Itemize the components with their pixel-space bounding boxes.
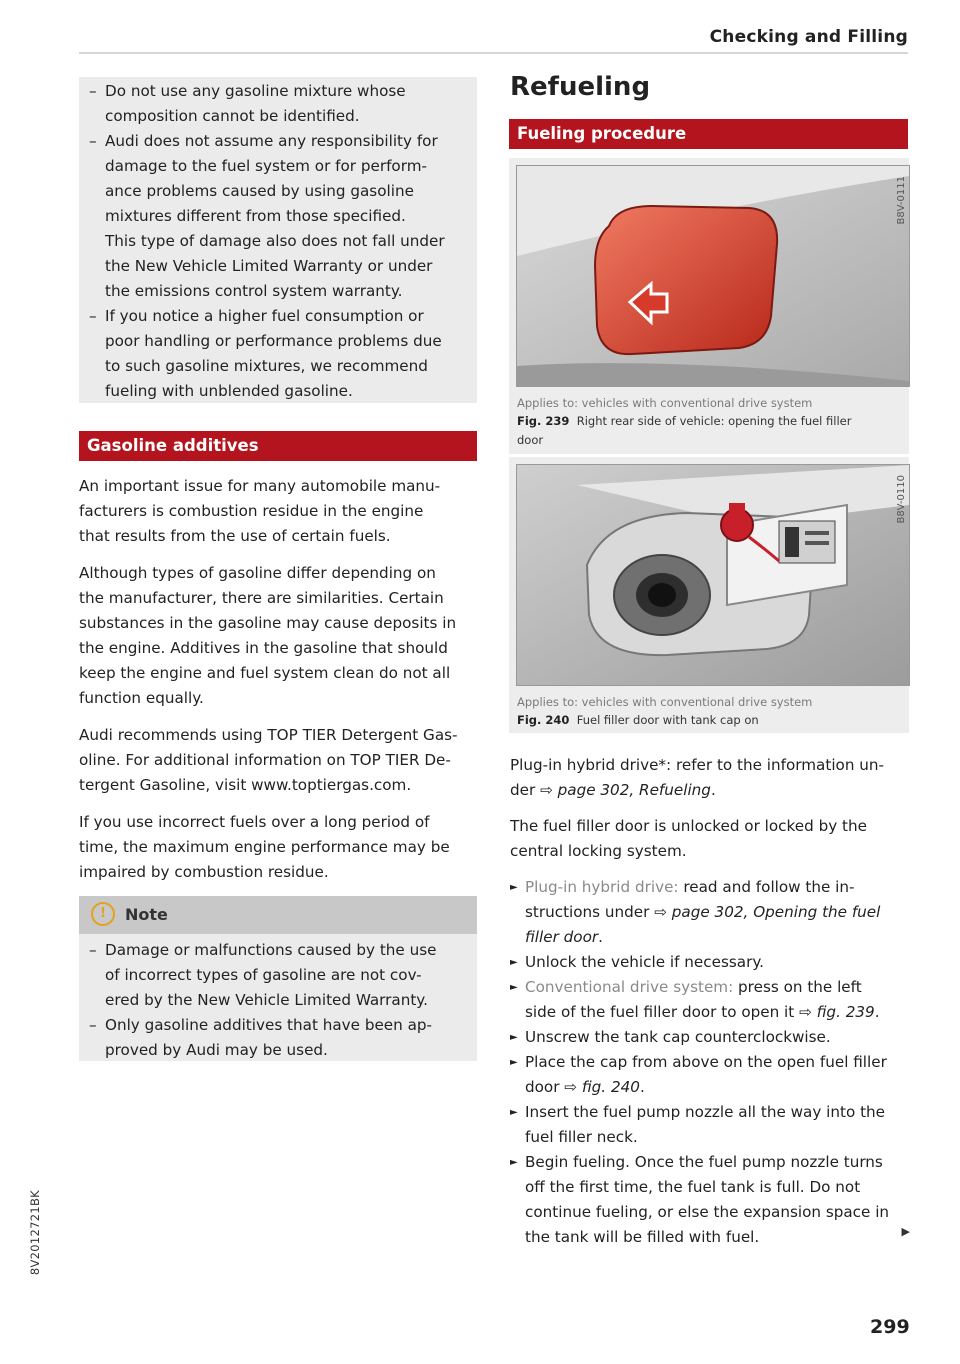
header-divider bbox=[79, 52, 908, 54]
paragraph: If you use incorrect fuels over a long period of time, the maximum engine performance may be impaired by combustion residue. bbox=[79, 813, 450, 881]
page-reference-link[interactable]: ⇨ page 302, Refueling bbox=[540, 781, 711, 799]
warning-item: – Do not use any gasoline mixture whose composition cannot be identified. bbox=[79, 79, 477, 129]
page-reference-link[interactable]: filler door bbox=[525, 928, 599, 946]
figure-code: B8V-0111 bbox=[896, 176, 907, 225]
figure-reference-link[interactable]: ⇨ fig. 240 bbox=[564, 1078, 640, 1096]
page-title: Refueling bbox=[510, 72, 651, 102]
running-header: Checking and Filling bbox=[709, 27, 908, 47]
paragraph: Audi recommends using TOP TIER Detergent Gas- oline. For additional information on TOP TIER De- tergent Gasoline, visit www.toptiergas.com. bbox=[79, 726, 458, 794]
procedure-step: ► Insert the fuel pump nozzle all the way into the fuel filler neck. bbox=[510, 1100, 910, 1150]
warning-item: – Audi does not assume any responsibility for damage to the fuel system or for perform- ance problems caused by using gasoline mixtures different from those specified. This type of damage also does not fall under the New Vehicle Limited Warranty or under the emissions control system warranty. bbox=[79, 129, 477, 304]
tank-cap-illustration bbox=[516, 464, 910, 686]
fueling-procedure-body bbox=[510, 753, 910, 1250]
note-item: – Only gasoline additives that have been ap- proved by Audi may be used. bbox=[79, 1013, 477, 1063]
page-number: 299 bbox=[870, 1316, 910, 1338]
document-code: 8V2012721BK bbox=[28, 1190, 42, 1276]
procedure-step: ► Conventional drive system: press on the left side of the fuel filler door to open it ⇨ fig. 239. bbox=[510, 975, 910, 1025]
gasoline-additives-body bbox=[79, 474, 479, 885]
exclamation-circle-icon: ! bbox=[91, 902, 115, 926]
figure-applies-note: Applies to: vehicles with conventional drive system bbox=[517, 396, 813, 410]
car-side-drawing bbox=[517, 166, 909, 386]
figure-240 bbox=[509, 457, 909, 733]
note-box bbox=[79, 896, 477, 1061]
fuel-neck-drawing bbox=[517, 465, 909, 685]
note-item: – Damage or malfunctions caused by the use of incorrect types of gasoline are not cov- ered by the New Vehicle Limited Warranty. bbox=[79, 938, 477, 1013]
paragraph: An important issue for many automobile manu- facturers is combustion residue in the engine that results from the use of certain fuels. bbox=[79, 477, 441, 545]
procedure-step: ► Place the cap from above on the open fuel filler door ⇨ fig. 240. bbox=[510, 1050, 910, 1100]
section-heading-gasoline-additives: Gasoline additives bbox=[79, 431, 477, 461]
figure-reference-link[interactable]: ⇨ fig. 239 bbox=[799, 1003, 875, 1021]
procedure-step: ► Begin fueling. Once the fuel pump nozzle turns off the first time, the fuel tank is full. Do not continue fueling, or else the expansion space in the tank will be filled with fuel. ▶ bbox=[510, 1150, 910, 1250]
warning-continuation-box bbox=[79, 77, 477, 403]
note-heading: ! Note bbox=[79, 896, 477, 934]
section-heading-fueling-procedure: Fueling procedure bbox=[509, 119, 908, 149]
page-reference-link[interactable]: ⇨ page 302, Opening the fuel bbox=[654, 903, 881, 921]
continued-arrow-icon: ▶ bbox=[901, 1225, 910, 1238]
paragraph: Although types of gasoline differ depending on the manufacturer, there are similarities. Certain substances in the gasoline may cause deposits in the engine. Additives in the gasoline that should keep the engine and fuel system clean do not all function equally. bbox=[79, 564, 457, 707]
fuel-filler-door-illustration bbox=[516, 165, 910, 387]
paragraph: Plug-in hybrid drive*: refer to the information un- der ⇨ page 302, Refueling. bbox=[510, 756, 885, 799]
figure-caption: Fig. 240 Fuel filler door with tank cap on bbox=[517, 713, 759, 727]
procedure-step: ► Unlock the vehicle if necessary. bbox=[510, 950, 910, 975]
procedure-step: ► Unscrew the tank cap counterclockwise. bbox=[510, 1025, 910, 1050]
figure-caption: Fig. 239 Right rear side of vehicle: opening the fuel filler door bbox=[517, 414, 852, 447]
figure-239 bbox=[509, 158, 909, 454]
procedure-step: ► Plug-in hybrid drive: read and follow the in- structions under ⇨ page 302, Opening the fuel filler door. bbox=[510, 875, 910, 950]
warning-item: – If you notice a higher fuel consumption or poor handling or performance problems due to such gasoline mixtures, we recommend fueling with unblended gasoline. bbox=[79, 304, 477, 404]
figure-code: B8V-0110 bbox=[896, 475, 907, 524]
paragraph: The fuel filler door is unlocked or locked by the central locking system. bbox=[510, 817, 867, 860]
figure-applies-note: Applies to: vehicles with conventional drive system bbox=[517, 695, 813, 709]
